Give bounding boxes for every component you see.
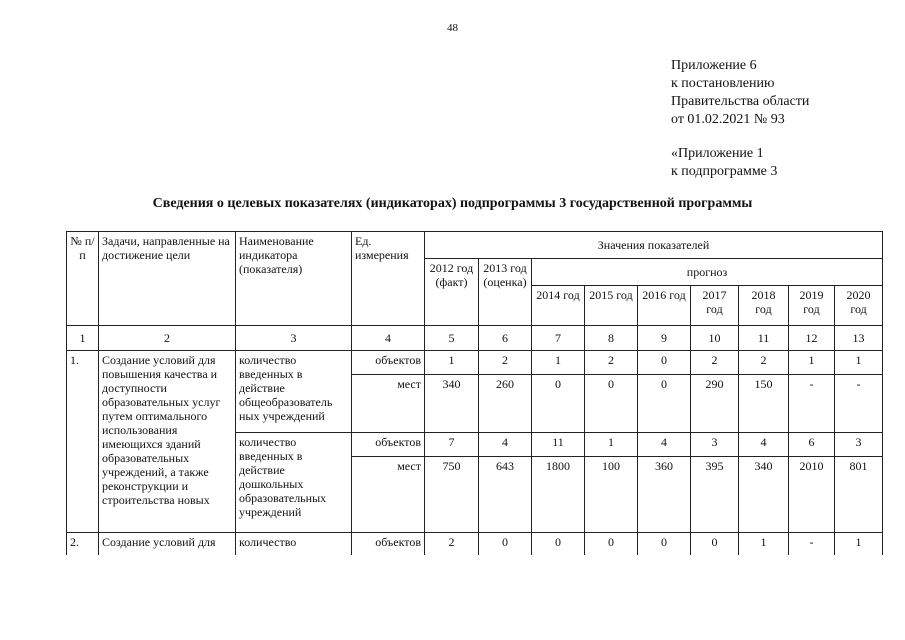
column-number: 8	[585, 326, 638, 351]
cell-value: 4	[479, 433, 532, 457]
column-number: 7	[532, 326, 585, 351]
cell-value: 6	[789, 433, 835, 457]
column-number: 1	[67, 326, 99, 351]
row-indicator: количество	[236, 533, 352, 555]
header-num: № п/п	[67, 232, 99, 326]
cell-value: -	[789, 533, 835, 555]
cell-value: 1	[835, 351, 883, 375]
column-number: 4	[352, 326, 425, 351]
cell-value: -	[835, 375, 883, 433]
column-number: 10	[691, 326, 739, 351]
row-task: Создание условий для повышения качества и доступности образовательных услуг путем оптимального использования имеющихся зданий образовательных учреждений, а также реконструкции и строительства новых	[99, 351, 236, 533]
cell-value: 340	[425, 375, 479, 433]
cell-value: 1	[585, 433, 638, 457]
header-year: 2014 год	[532, 286, 585, 326]
table-row	[67, 533, 883, 555]
cell-value: 4	[739, 433, 789, 457]
cell-value: 150	[739, 375, 789, 433]
cell-value: 0	[532, 533, 585, 555]
header-unit: Ед. измерения	[352, 232, 425, 326]
cell-value: 2010	[789, 457, 835, 533]
header-year: 2018 год	[739, 286, 789, 326]
header-tasks: Задачи, направленные на достижение цели	[99, 232, 236, 326]
cell-value: 1	[835, 533, 883, 555]
cell-value: 3	[835, 433, 883, 457]
cell-value: 0	[585, 375, 638, 433]
cell-value: 100	[585, 457, 638, 533]
appendix-line: Приложение 6	[671, 58, 757, 73]
cell-value: 0	[585, 533, 638, 555]
sub-appendix-line: «Приложение 1	[671, 146, 764, 161]
cell-value: 2	[585, 351, 638, 375]
appendix-line: к постановлению	[671, 76, 775, 91]
cell-value: 0	[638, 533, 691, 555]
appendix-line: Правительства области	[671, 94, 810, 109]
cell-value: 1800	[532, 457, 585, 533]
header-values: Значения показателей	[425, 232, 883, 259]
row-unit: мест	[352, 457, 425, 533]
header-year: 2015 год	[585, 286, 638, 326]
appendix-block	[671, 57, 809, 181]
cell-value: 2	[691, 351, 739, 375]
row-task: Создание условий для	[99, 533, 236, 555]
cell-value: 290	[691, 375, 739, 433]
header-year: 2017 год	[691, 286, 739, 326]
row-num: 2.	[67, 533, 99, 555]
column-number: 11	[739, 326, 789, 351]
table-row	[67, 351, 883, 375]
cell-value: 1	[425, 351, 479, 375]
column-number: 2	[99, 326, 236, 351]
row-unit: мест	[352, 375, 425, 433]
header-2013: 2013 год (оценка)	[479, 259, 532, 326]
cell-value: 0	[638, 351, 691, 375]
header-forecast: прогноз	[532, 259, 883, 286]
column-number: 13	[835, 326, 883, 351]
column-number: 3	[236, 326, 352, 351]
cell-value: 360	[638, 457, 691, 533]
cell-value: 2	[739, 351, 789, 375]
sub-appendix-line: к подпрограмме 3	[671, 164, 778, 179]
row-num: 1.	[67, 351, 99, 533]
cell-value: 750	[425, 457, 479, 533]
cell-value: 11	[532, 433, 585, 457]
header-indicator: Наименование индикатора (показателя)	[236, 232, 352, 326]
page-number: 48	[447, 22, 458, 34]
cell-value: 1	[532, 351, 585, 375]
cell-value: 0	[638, 375, 691, 433]
cell-value: 1	[789, 351, 835, 375]
cell-value: 2	[479, 351, 532, 375]
row-indicator: количество введенных в действие дошкольных образовательных учреждений	[236, 433, 352, 533]
cell-value: 643	[479, 457, 532, 533]
appendix-line: от 01.02.2021 № 93	[671, 112, 785, 127]
row-unit: объектов	[352, 533, 425, 555]
cell-value: 0	[479, 533, 532, 555]
cell-value: 395	[691, 457, 739, 533]
cell-value: 0	[691, 533, 739, 555]
indicators-table	[66, 231, 883, 555]
header-2012: 2012 год (факт)	[425, 259, 479, 326]
cell-value: 0	[532, 375, 585, 433]
header-year: 2020 год	[835, 286, 883, 326]
cell-value: 4	[638, 433, 691, 457]
cell-value: 3	[691, 433, 739, 457]
cell-value: 801	[835, 457, 883, 533]
cell-value: 2	[425, 533, 479, 555]
header-year: 2019 год	[789, 286, 835, 326]
document-title: Сведения о целевых показателях (индикаторах) подпрограммы 3 государственной программы	[152, 196, 753, 211]
row-indicator: количество введенных в действие общеобразователь ных учреждений	[236, 351, 352, 433]
column-number: 12	[789, 326, 835, 351]
column-number: 5	[425, 326, 479, 351]
row-unit: объектов	[352, 351, 425, 375]
row-unit: объектов	[352, 433, 425, 457]
header-row	[67, 232, 883, 259]
header-year: 2016 год	[638, 286, 691, 326]
cell-value: 340	[739, 457, 789, 533]
cell-value: 1	[739, 533, 789, 555]
column-number: 9	[638, 326, 691, 351]
column-number: 6	[479, 326, 532, 351]
cell-value: 260	[479, 375, 532, 433]
cell-value: -	[789, 375, 835, 433]
column-number-row	[67, 326, 883, 351]
cell-value: 7	[425, 433, 479, 457]
